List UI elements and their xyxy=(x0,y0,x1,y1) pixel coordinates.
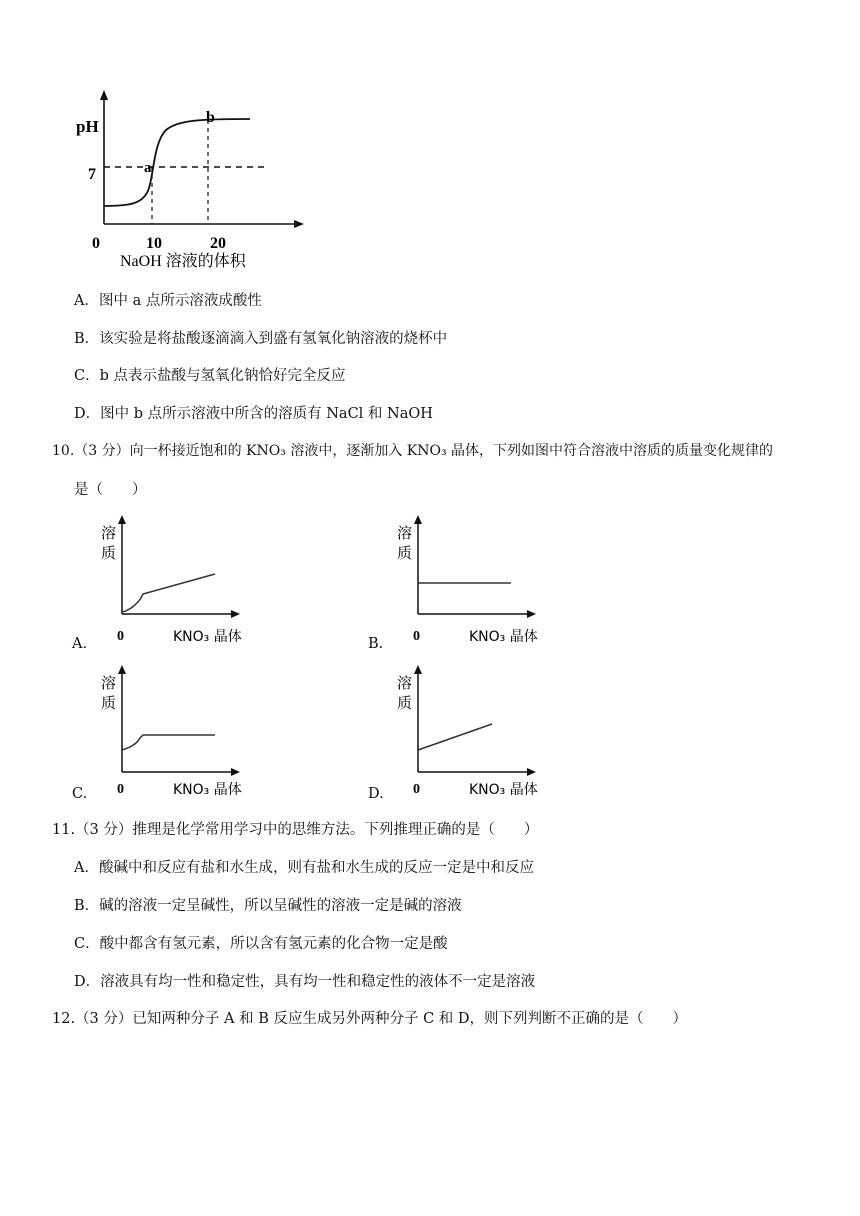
ylabel: 质 xyxy=(101,694,117,712)
option-letter: B. xyxy=(368,636,384,652)
q9-option-d: D．图中 b 点所示溶液中所含的溶质有 NaCl 和 NaOH xyxy=(74,406,433,422)
q9-option-c: C．b 点表示盐酸与氢氧化钠恰好完全反应 xyxy=(74,368,346,384)
graph-b-svg xyxy=(393,514,568,654)
ylabel: 溶 xyxy=(397,524,413,542)
graph-d-svg xyxy=(393,664,568,804)
ylabel: 质 xyxy=(397,544,413,562)
ylabel: 质 xyxy=(397,694,413,712)
y-axis-label: pH xyxy=(76,117,99,136)
origin: 0 xyxy=(413,629,420,644)
x-tick-10: 10 xyxy=(146,235,162,252)
q12-stem: 12.（3 分）已知两种分子 A 和 B 反应生成另外两种分子 C 和 D，则下列判断不正确的是（ ） xyxy=(52,1011,688,1027)
q11-option-a: A．酸碱中和反应有盐和水生成，则有盐和水生成的反应一定是中和反应 xyxy=(74,860,534,876)
ylabel: 溶 xyxy=(397,674,413,692)
point-a-label: a xyxy=(144,160,152,176)
q9-option-b: B．该实验是将盐酸逐滴滴入到盛有氢氧化钠溶液的烧杯中 xyxy=(74,331,448,347)
point-b-label: b xyxy=(206,109,215,126)
q10-stem-line2: 是（ ） xyxy=(74,482,147,498)
ph-curve xyxy=(104,119,250,206)
option-letter: C. xyxy=(72,786,88,802)
xlabel: KNO₃ 晶体 xyxy=(469,629,538,645)
x-axis-label: NaOH 溶液的体积 xyxy=(120,253,246,270)
q10-graph-c xyxy=(72,664,272,804)
ph-titration-figure xyxy=(70,88,310,273)
q10-graph-d xyxy=(368,664,568,804)
origin: 0 xyxy=(413,782,420,797)
xlabel: KNO₃ 晶体 xyxy=(173,629,242,645)
graph-a-svg xyxy=(97,514,272,654)
ylabel: 质 xyxy=(101,544,117,562)
q9-option-a: A．图中 a 点所示溶液成酸性 xyxy=(74,293,262,309)
q11-option-b: B．碱的溶液一定呈碱性，所以呈碱性的溶液一定是碱的溶液 xyxy=(74,898,462,914)
option-letter: D. xyxy=(368,786,384,802)
option-letter: A. xyxy=(72,636,88,652)
y-axis-arrow xyxy=(100,90,108,100)
q10-stem-line1: 10.（3 分）向一杯接近饱和的 KNO₃ 溶液中，逐渐加入 KNO₃ 晶体，下列如图中符合溶液中溶质的质量变化规律的 xyxy=(52,443,774,459)
q11-option-c: C．酸中都含有氢元素，所以含有氢元素的化合物一定是酸 xyxy=(74,936,448,952)
origin: 0 xyxy=(117,629,124,644)
q10-graph-b xyxy=(368,514,568,654)
x-axis-arrow xyxy=(294,220,304,228)
ylabel: 溶 xyxy=(101,524,117,542)
x-tick-20: 20 xyxy=(210,235,226,252)
xlabel: KNO₃ 晶体 xyxy=(469,782,538,798)
ylabel: 溶 xyxy=(101,674,117,692)
q10-graph-a xyxy=(72,514,272,654)
origin: 0 xyxy=(117,782,124,797)
graph-c-svg xyxy=(97,664,272,804)
y-tick-7: 7 xyxy=(88,166,96,183)
q11-option-d: D．溶液具有均一性和稳定性，具有均一性和稳定性的液体不一定是溶液 xyxy=(74,974,536,990)
origin-label: 0 xyxy=(92,235,100,252)
q11-stem: 11.（3 分）推理是化学常用学习中的思维方法。下列推理正确的是（ ） xyxy=(52,822,539,838)
xlabel: KNO₃ 晶体 xyxy=(173,782,242,798)
